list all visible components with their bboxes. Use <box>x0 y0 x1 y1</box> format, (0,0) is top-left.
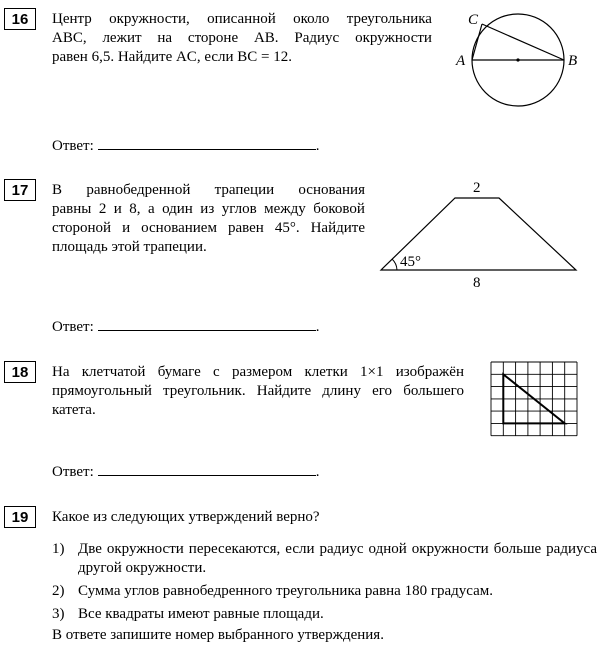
problem-17-line-1: В равнобедренной трапеции основания <box>52 182 365 198</box>
answer-17 <box>52 316 320 336</box>
problem-16-text <box>52 10 432 67</box>
label-c: C <box>468 12 479 28</box>
option-1-number: 1) <box>52 541 65 557</box>
problem-number-19: 19 <box>4 506 36 528</box>
problem-18-text <box>52 363 464 420</box>
problem-number-17: 17 <box>4 179 36 201</box>
answer-18 <box>52 461 320 481</box>
circle-center-dot <box>516 58 519 61</box>
option-3-number: 3) <box>52 606 65 622</box>
label-a: A <box>456 53 466 69</box>
problem-18-line-3: катета. <box>52 402 96 418</box>
answer-18-end: . <box>315 464 320 480</box>
answer-18-field[interactable] <box>98 461 316 476</box>
problem-17-text <box>52 181 365 257</box>
answer-17-field[interactable] <box>98 316 316 331</box>
answer-16-field[interactable] <box>98 135 316 150</box>
problem-19-instruction: В ответе запишите номер выбранного утверждения. <box>52 627 384 643</box>
problem-number-18: 18 <box>4 361 36 383</box>
label-bottom-base: 8 <box>473 275 481 290</box>
option-3-text: Все квадраты имеют равные площади. <box>78 606 324 622</box>
answer-16 <box>52 135 320 155</box>
label-b: B <box>568 53 578 69</box>
answer-17-label: Ответ: <box>52 319 94 335</box>
label-top-base: 2 <box>473 180 481 196</box>
answer-17-end: . <box>315 319 320 335</box>
angle-arc <box>392 259 397 270</box>
problem-17-line-3: стороной и основанием равен 45°. Найдите <box>52 220 365 236</box>
label-angle: 45° <box>400 254 421 270</box>
grid-triangle-figure <box>490 361 580 437</box>
trapezoid-figure <box>375 178 585 290</box>
problem-18-line-2: прямоугольный треугольник. Найдите длину его большего <box>52 383 464 399</box>
answer-16-label: Ответ: <box>52 138 94 154</box>
problem-19-question: Какое из следующих утверждений верно? <box>52 509 320 525</box>
option-2-number: 2) <box>52 583 65 599</box>
problem-17-line-2: равны 2 и 8, а один из углов между боковой <box>52 201 365 217</box>
circle-triangle-figure <box>452 10 592 120</box>
option-1 <box>52 540 597 578</box>
option-2-text: Сумма углов равнобедренного треугольника равна 180 градусам. <box>78 583 494 599</box>
option-3 <box>52 605 597 624</box>
problem-19-options <box>52 540 597 628</box>
answer-18-label: Ответ: <box>52 464 94 480</box>
side-ac <box>472 24 482 60</box>
option-2 <box>52 582 597 601</box>
problem-16-line-3: равен 6,5. Найдите AC, если BC = 12. <box>52 49 292 65</box>
problem-16-line-1: Центр окружности, описанной около треугольника <box>52 11 432 27</box>
problem-number-16: 16 <box>4 8 36 30</box>
problem-18-line-1: На клетчатой бумаге с размером клетки 1×1 изображён <box>52 364 464 380</box>
option-1-text: Две окружности пересекаются, если радиус одной окружности больше радиуса другой окружности. <box>78 541 597 576</box>
problem-16-line-2: ABC, лежит на стороне AB. Радиус окружности <box>52 30 432 46</box>
problem-17-line-4: площадь этой трапеции. <box>52 239 207 255</box>
answer-16-end: . <box>315 138 320 154</box>
